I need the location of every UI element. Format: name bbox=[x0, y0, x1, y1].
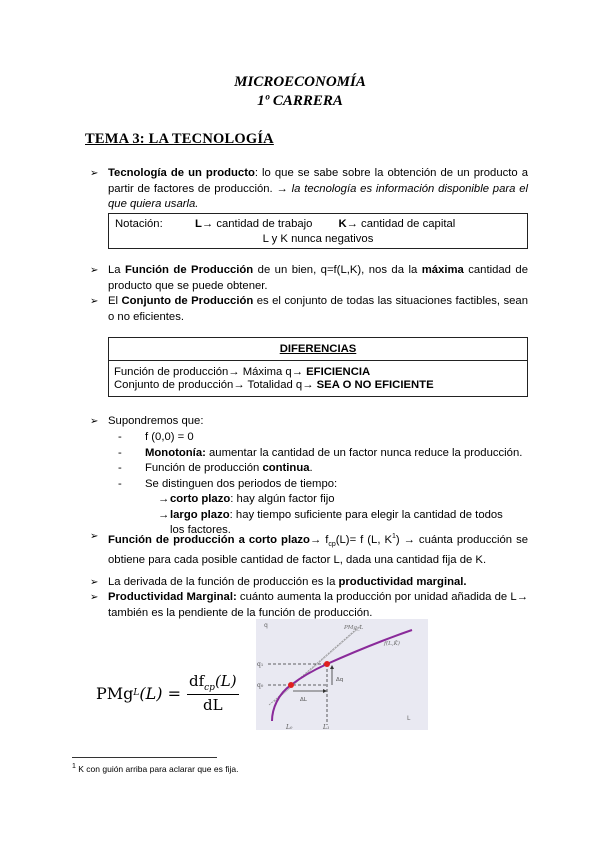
term-largo-plazo: largo plazo bbox=[170, 508, 230, 521]
l-definition: → cantidad de trabajo bbox=[201, 218, 313, 230]
notacion-box bbox=[108, 213, 528, 249]
text: La derivada de la función de producción es la bbox=[108, 576, 339, 588]
diferencias-body bbox=[109, 361, 527, 392]
text: El bbox=[108, 295, 122, 307]
arrow-right-icon: → bbox=[158, 493, 170, 505]
tangent-label: PMg_L bbox=[344, 625, 364, 631]
bullet-arrow-icon: ➢ bbox=[90, 265, 99, 276]
footnote-mark: 1 bbox=[72, 763, 76, 770]
footnote-text: K con guión arriba para aclarar que es fija. bbox=[75, 763, 239, 774]
formula-numerator bbox=[187, 672, 239, 695]
supondremos-intro: Supondremos que: bbox=[108, 415, 204, 427]
formula-lhs: PMg bbox=[96, 683, 134, 703]
assumptions-list bbox=[118, 430, 538, 539]
footnote bbox=[72, 763, 238, 774]
term-corto-plazo: corto plazo bbox=[170, 493, 231, 505]
term-productividad-marginal: productividad marginal. bbox=[338, 576, 467, 588]
title-line-2: 1º CARRERA bbox=[257, 93, 343, 109]
bullet-arrow-icon: ➢ bbox=[90, 168, 99, 179]
text: ) → cuánta producción se obtiene para cada posible cantidad de factor L, dada una cantidad fija de K. bbox=[108, 533, 528, 566]
text: df bbox=[188, 672, 205, 690]
term-monotonia: Monotonía: bbox=[145, 446, 206, 459]
bullet-arrow-icon: ➢ bbox=[90, 592, 99, 603]
notacion-label: Notación: bbox=[115, 218, 163, 230]
subscript: cp bbox=[204, 683, 215, 693]
symbol-k: K bbox=[338, 218, 347, 230]
text: → f bbox=[309, 533, 329, 546]
assumption-item bbox=[118, 446, 538, 462]
text: f (0,0) = 0 bbox=[145, 431, 194, 443]
dash-icon: - bbox=[118, 477, 122, 490]
period-item bbox=[118, 492, 538, 508]
pmg-formula bbox=[96, 672, 239, 714]
assumption-item bbox=[118, 430, 538, 446]
arrow-head-icon bbox=[330, 665, 334, 669]
term-funcion: Función de Producción bbox=[125, 264, 254, 276]
k-definition: → cantidad de capital bbox=[346, 218, 456, 230]
symbol-l: L bbox=[195, 218, 202, 230]
footnote-separator bbox=[72, 757, 217, 758]
bullet-arrow-icon: ➢ bbox=[90, 531, 99, 542]
text: : hay algún factor fijo bbox=[230, 493, 335, 505]
formula-fraction bbox=[187, 672, 239, 714]
bullet-conjunto-produccion bbox=[90, 294, 528, 325]
bullet-supondremos bbox=[90, 414, 528, 430]
curve-label: f(L,K̄) bbox=[384, 641, 400, 647]
text: : hay tiempo suficiente para elegir la cantidad de todos los factores. bbox=[170, 508, 503, 536]
term-productividad: Productividad Marginal: bbox=[108, 591, 237, 603]
bullet-productividad-marginal bbox=[90, 590, 528, 621]
text: cantidad de producto que se puede obtener. bbox=[108, 264, 528, 292]
term-maxima: máxima bbox=[421, 264, 464, 276]
text: Función de producción bbox=[145, 462, 263, 474]
text: Función de producción→ Máxima q→ bbox=[114, 366, 307, 378]
bullet-arrow-icon: ➢ bbox=[90, 416, 99, 427]
point-l0 bbox=[288, 682, 294, 688]
bullet-derivada bbox=[90, 575, 528, 591]
production-function-graph bbox=[256, 619, 428, 730]
notacion-note: L y K nunca negativos bbox=[262, 233, 374, 245]
emphasis: EFICIENCIA bbox=[306, 366, 371, 378]
definition-text: : lo que se sabe sobre la obtención de un producto a partir de factores de producción. → bbox=[108, 167, 528, 195]
graph-svg bbox=[256, 619, 428, 730]
bullet-funcion-produccion bbox=[90, 263, 528, 294]
y-axis-label: q bbox=[264, 622, 268, 629]
text: aumentar la cantidad de un factor nunca reduce la producción. bbox=[205, 446, 523, 459]
l1-label: L₁ bbox=[323, 724, 330, 730]
bullet-tecnologia bbox=[90, 166, 528, 213]
diferencias-row-1 bbox=[114, 366, 527, 379]
x-axis-label: L bbox=[407, 715, 411, 722]
section-heading: TEMA 3: LA TECNOLOGÍA bbox=[85, 131, 274, 147]
text: La bbox=[108, 264, 126, 276]
term-conjunto: Conjunto de Producción bbox=[121, 295, 254, 307]
q1-label: q₁ bbox=[257, 661, 264, 668]
point-l1 bbox=[324, 661, 330, 667]
emphasis: SEA O NO EFICIENTE bbox=[316, 379, 434, 391]
subscript: cp bbox=[328, 541, 336, 549]
delta-l-label: ΔL bbox=[300, 697, 307, 703]
footnote-ref[interactable]: 1 bbox=[391, 533, 396, 540]
q0-label: q₀ bbox=[257, 682, 264, 689]
text: (L) bbox=[214, 672, 237, 690]
formula-sub: L bbox=[133, 688, 140, 698]
term-tecnologia: Tecnología de un producto bbox=[108, 167, 255, 179]
title-line-1: MICROECONOMÍA bbox=[234, 74, 366, 90]
term-funcion-corto-plazo: Función de producción a corto plazo bbox=[108, 533, 310, 546]
bullet-corto-plazo bbox=[90, 529, 528, 568]
italic-note: la tecnología es información disponible para el que quiera usarla. bbox=[108, 182, 529, 210]
dash-icon: - bbox=[118, 431, 122, 443]
text: Conjunto de producción→ Totalidad q→ bbox=[114, 379, 317, 391]
assumption-item bbox=[118, 477, 538, 493]
notacion-row bbox=[115, 217, 455, 233]
text: de un bien, q=f(L,K), nos da la bbox=[253, 264, 422, 276]
arrow-right-icon: → bbox=[158, 508, 170, 521]
text: . bbox=[309, 462, 313, 474]
bullet-arrow-icon: ➢ bbox=[90, 577, 99, 588]
formula-denominator: dL bbox=[203, 696, 223, 714]
term-continua: continua bbox=[262, 462, 310, 474]
text: cuánto aumenta la producción por unidad añadida de L→ también es la pendiente de la función de producción. bbox=[108, 591, 528, 619]
diferencias-header: DIFERENCIAS bbox=[109, 338, 527, 361]
document-title bbox=[0, 73, 600, 111]
text: (L)= f (L, K bbox=[335, 533, 392, 546]
formula-arg: (L) = bbox=[139, 683, 181, 703]
text: es el conjunto de todas las situaciones factibles, sean o no eficientes. bbox=[108, 295, 528, 323]
text: Se distinguen dos periodos de tiempo: bbox=[145, 477, 338, 490]
diferencias-box bbox=[108, 337, 528, 397]
assumption-item bbox=[118, 461, 538, 477]
l0-label: L₀ bbox=[286, 724, 293, 730]
dash-icon: - bbox=[118, 462, 122, 474]
dash-icon: - bbox=[118, 446, 122, 459]
bullet-arrow-icon: ➢ bbox=[90, 296, 99, 307]
arrow-head-icon bbox=[323, 689, 327, 693]
diferencias-row-2 bbox=[114, 379, 527, 392]
delta-q-label: Δq bbox=[336, 677, 344, 683]
